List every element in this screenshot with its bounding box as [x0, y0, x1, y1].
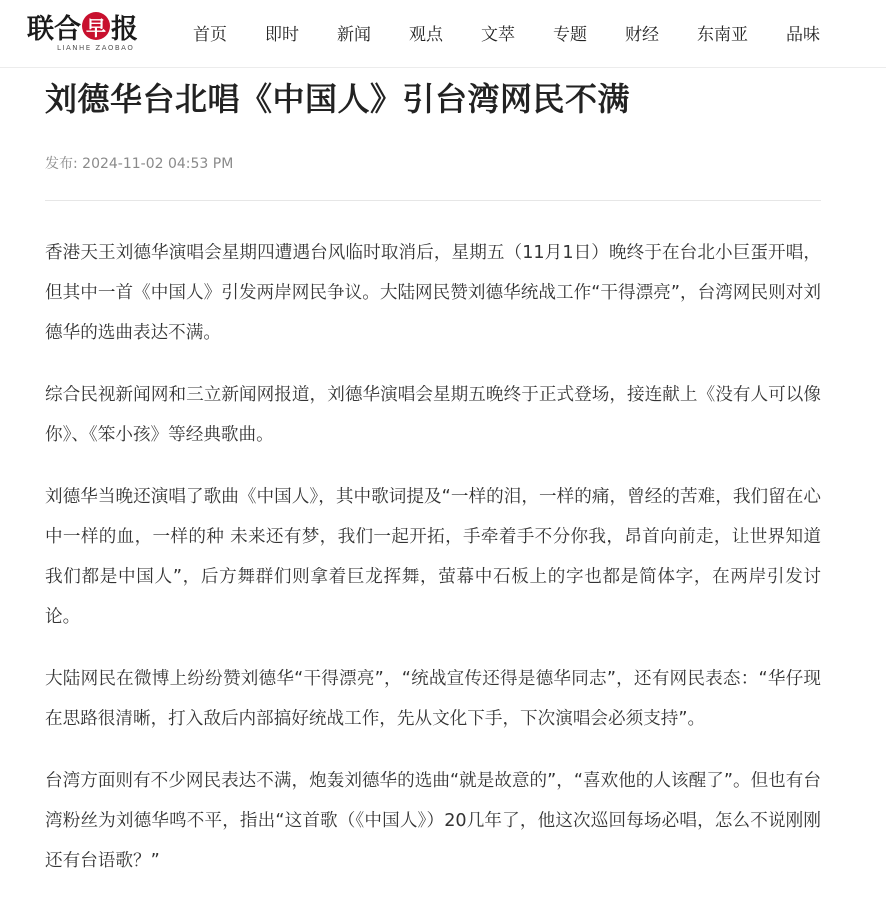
site-header — [0, 0, 886, 68]
logo-text-b: 报 — [111, 13, 138, 45]
article-paragraph: 刘德华当晚还演唱了歌曲《中国人》，其中歌词提及“一样的泪，一样的痛，曾经的苦难，我们留在心中一样的血，一样的种 未来还有梦，我们一起开拓，手牵着手不分你我，昂首向前走，让世界知道我们都是中国人”，后方舞群们则拿着巨龙挥舞，萤幕中石板上的字也都是简体字，在两岸引发讨论。 — [45, 487, 821, 627]
article-paragraph: 香港天王刘德华演唱会星期四遭遇台风临时取消后，星期五（11月1日）晚终于在台北小巨蛋开唱，但其中一首《中国人》引发两岸网民争议。大陆网民赞刘德华统战工作“干得漂亮”，台湾网民则对刘德华的选曲表达不满。 — [45, 243, 821, 343]
site-logo[interactable] — [27, 10, 155, 56]
nav-item-finance[interactable]: 财经 — [625, 24, 659, 45]
logo-text-a: 联合 — [27, 13, 81, 45]
article-paragraph: 综合民视新闻网和三立新闻网报道，刘德华演唱会星期五晚终于正式登场，接连献上《没有人可以像你》、《笨小孩》等经典歌曲。 — [45, 385, 821, 445]
nav-item-news[interactable]: 新闻 — [337, 24, 371, 45]
nav-item-opinion[interactable]: 观点 — [409, 24, 443, 45]
divider — [45, 200, 821, 201]
nav-item-realtime[interactable]: 即时 — [265, 24, 299, 45]
nav-item-sea[interactable]: 东南亚 — [697, 24, 748, 45]
nav-item-lifestyle[interactable]: 品味 — [786, 24, 820, 45]
article-title: 刘德华台北唱《中国人》引台湾网民不满 — [45, 80, 631, 118]
logo-seal-icon: 早 — [82, 12, 110, 40]
nav-item-home[interactable]: 首页 — [193, 24, 227, 45]
article-paragraph: 大陆网民在微博上纷纷赞刘德华“干得漂亮”，“统战宣传还得是德华同志”，还有网民表态：“华仔现在思路很清晰，打入敌后内部搞好统战工作，先从文化下手，下次演唱会必须支持”。 — [45, 669, 821, 729]
nav-item-special[interactable]: 专题 — [553, 24, 587, 45]
publish-date: 发布: 2024-11-02 04:53 PM — [45, 156, 234, 172]
logo-wordmark — [27, 10, 138, 45]
article-paragraph: 台湾方面则有不少网民表达不满，炮轰刘德华的选曲“就是故意的”，“喜欢他的人该醒了”。但也有台湾粉丝为刘德华鸣不平，指出“这首歌（《中国人》）20几年了，他这次巡回每场必唱，怎么不说刚刚还有台语歌？” — [45, 771, 821, 871]
nav-item-digest[interactable]: 文萃 — [481, 24, 515, 45]
article-body — [45, 233, 821, 881]
article — [45, 70, 821, 903]
main-nav — [193, 0, 858, 64]
logo-subtitle: LIANHE ZAOBAO — [57, 44, 135, 52]
